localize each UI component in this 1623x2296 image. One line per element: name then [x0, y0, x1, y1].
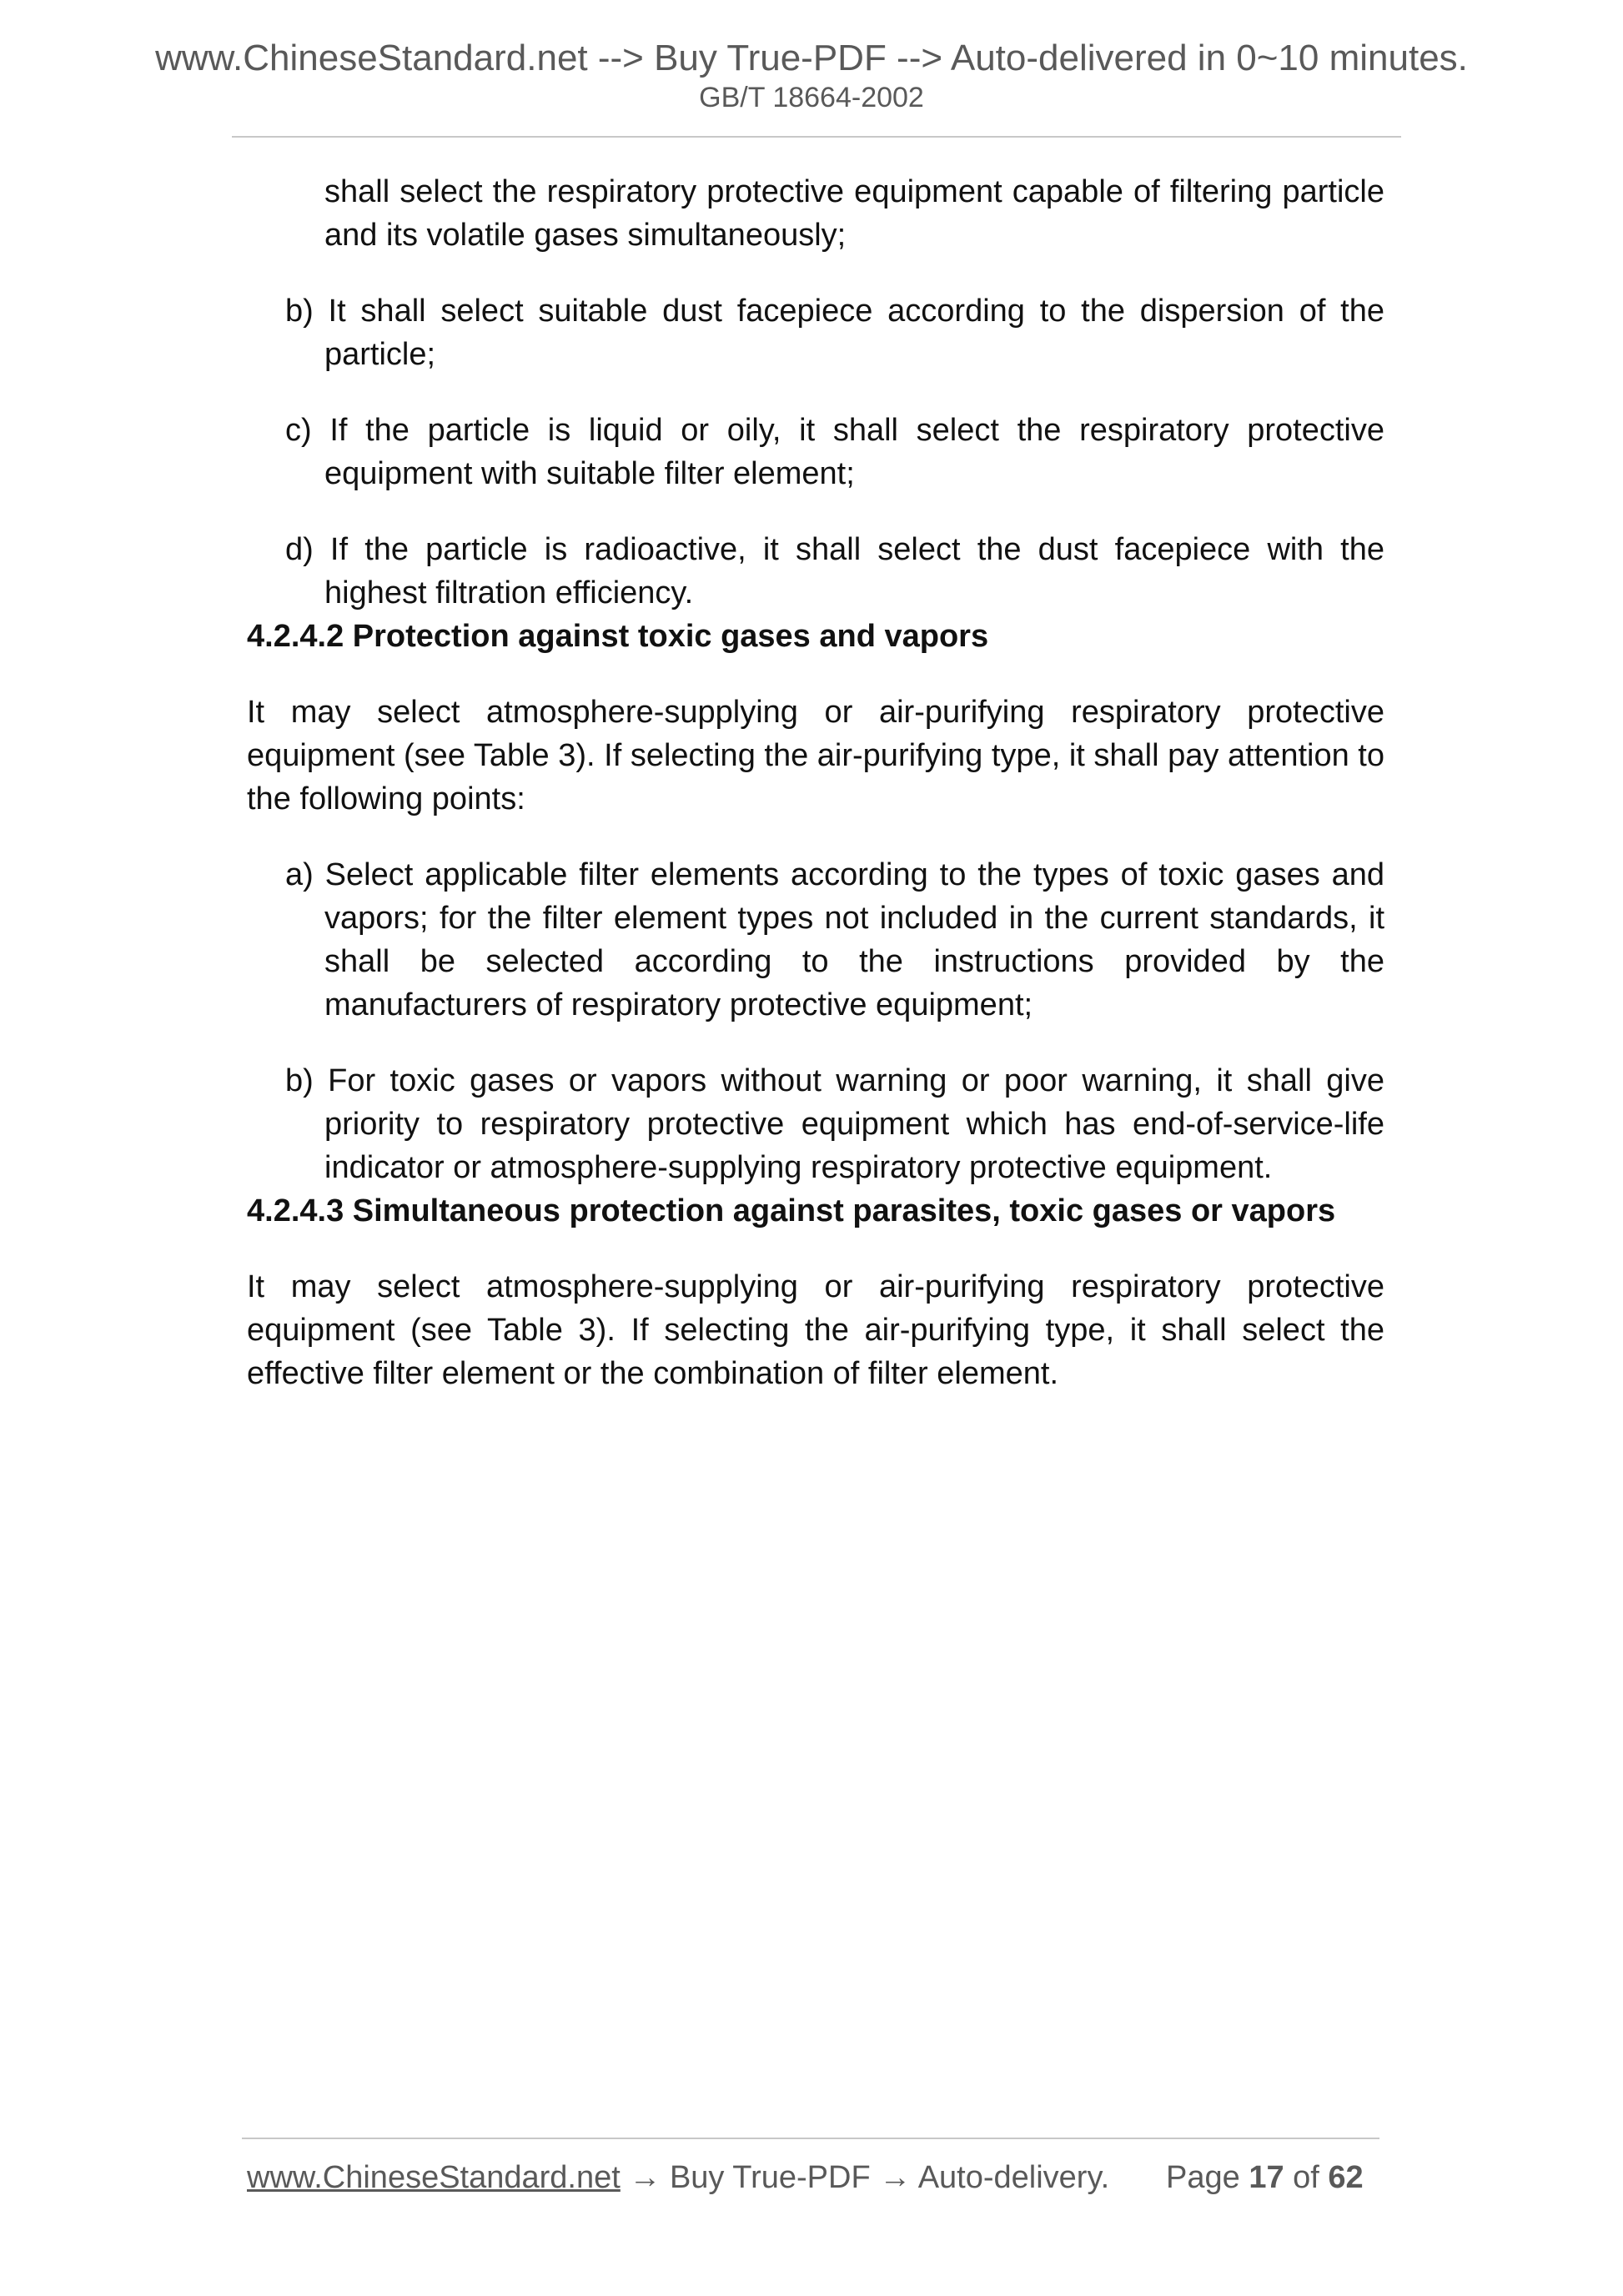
body-paragraph: It may select atmosphere-supplying or air-purifying respiratory protective equipment (see Table 3). If selecting the air-purifying type, it shall select the effective filter element or the combination of filter element. — [247, 1269, 1384, 1391]
body-paragraph: It may select atmosphere-supplying or air-purifying respiratory protective equipment (see Table 3). If selecting the air-purifying type, it shall pay attention to the following points: — [247, 695, 1384, 816]
page-indicator — [1166, 2158, 1364, 2197]
footer-divider — [242, 2138, 1379, 2139]
section-heading-4-2-4-2: 4.2.4.2 Protection against toxic gases and vapors — [247, 619, 989, 654]
list-item: b) It shall select suitable dust facepiece according to the dispersion of the particle; — [285, 294, 1384, 372]
footer-tail: → Buy True-PDF → Auto-delivery. — [620, 2160, 1110, 2195]
list-item: c) If the particle is liquid or oily, it shall select the respiratory protective equipment with suitable filter element; — [285, 413, 1384, 491]
document-number: GB/T 18664-2002 — [699, 82, 924, 113]
list-item: d) If the particle is radioactive, it shall select the dust facepiece with the highest filtration efficiency. — [285, 532, 1384, 610]
header-divider — [232, 136, 1401, 138]
page-content — [247, 170, 1384, 1395]
top-banner: www.ChineseStandard.net --> Buy True-PDF --> Auto-delivered in 0~10 minutes. — [155, 38, 1468, 78]
of-label: of — [1293, 2160, 1319, 2195]
continuation-paragraph: shall select the respiratory protective equipment capable of filtering particle and its volatile gases simultaneously; — [324, 174, 1384, 253]
footer-link[interactable]: www.ChineseStandard.net — [247, 2160, 621, 2195]
list-item: b) For toxic gases or vapors without warning or poor warning, it shall give priority to respiratory protective equipment which has end-of-service-life indicator or atmosphere-supplying respiratory protective equipment. — [285, 1063, 1384, 1185]
list-item: a) Select applicable filter elements according to the types of toxic gases and vapors; for the filter element types not included in the current standards, it shall be selected according to the instructions provided by the manufacturers of respiratory protective equipment; — [285, 857, 1384, 1022]
page-label: Page — [1166, 2160, 1240, 2195]
footer-promo — [247, 2158, 1109, 2197]
page-total: 62 — [1328, 2160, 1364, 2195]
page-current: 17 — [1249, 2160, 1284, 2195]
section-heading-4-2-4-3: 4.2.4.3 Simultaneous protection against parasites, toxic gases or vapors — [247, 1193, 1336, 1228]
